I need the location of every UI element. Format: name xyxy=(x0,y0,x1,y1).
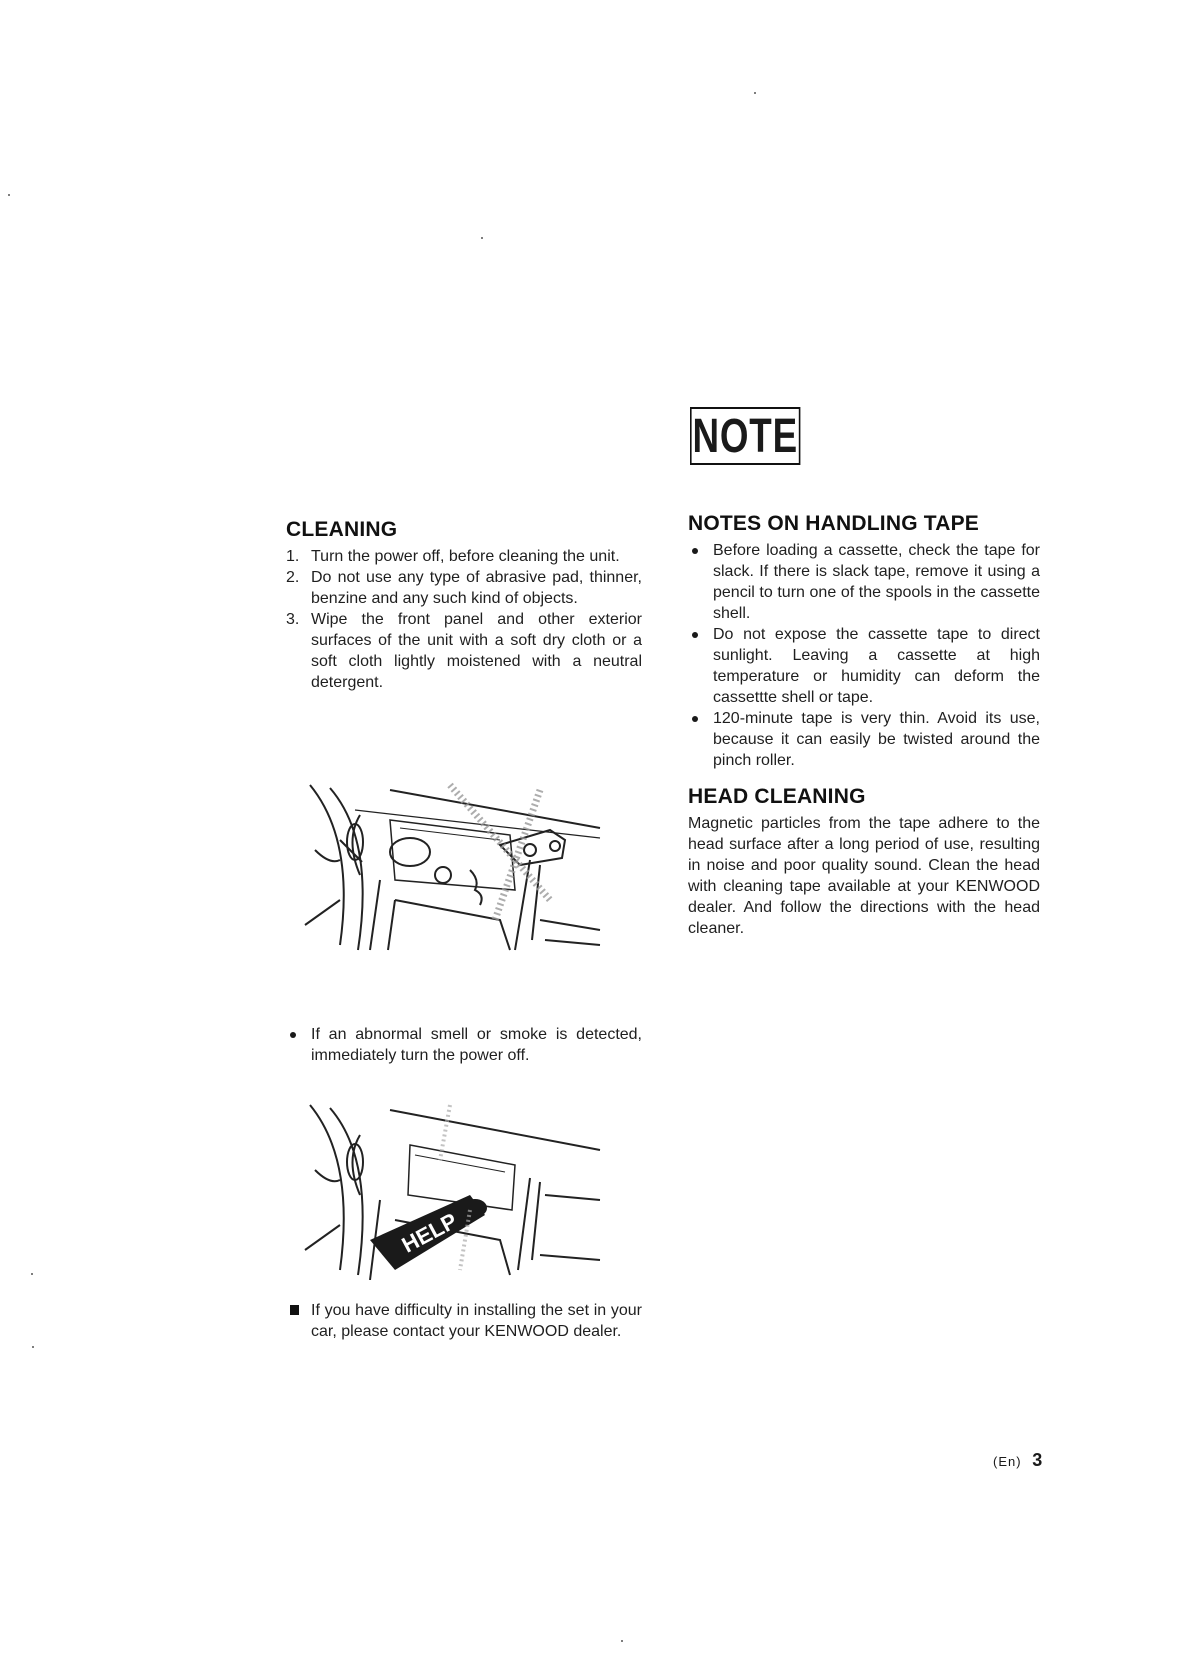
list-item: Do not expose the cassette tape to direct sunlight. Leaving a cassette at high temperature or humidity can deform the cassettte shell or tape. xyxy=(688,624,1040,708)
square-bullet-icon xyxy=(290,1305,299,1315)
list-item-text: Turn the power off, before cleaning the unit. xyxy=(311,548,620,565)
scan-speck xyxy=(754,92,756,94)
installation-note xyxy=(286,1300,642,1342)
abnormal-smell-note xyxy=(286,1024,642,1066)
tape-notes-section xyxy=(688,512,1040,939)
page-footer xyxy=(993,1450,1043,1471)
car-stereo-cleaning-illustration xyxy=(300,780,630,955)
tape-notes-list xyxy=(688,540,1040,771)
scan-speck xyxy=(621,1640,623,1642)
scan-speck xyxy=(31,1273,33,1275)
note-badge-label: NOTE xyxy=(692,407,798,463)
head-cleaning-heading: HEAD CLEANING xyxy=(688,785,866,808)
list-item: Before loading a cassette, check the tape for slack. If there is slack tape, remove it using a pencil to turn one of the spools in the cassette shell. xyxy=(688,540,1040,624)
head-cleaning-text: Magnetic particles from the tape adhere to the head surface after a long period of use, resulting in noise and poor quality sound. Clean the head with cleaning tape available at your KENWOOD dealer. And follow the directions with the head cleaner. xyxy=(688,815,1040,937)
list-item xyxy=(286,609,642,693)
scan-speck xyxy=(8,194,10,196)
installation-note-text: If you have difficulty in installing the set in your car, please contact your KENWOOD dealer. xyxy=(311,1302,642,1340)
language-code: (En) xyxy=(993,1454,1022,1469)
list-item-text: Do not use any type of abrasive pad, thinner, benzine and any such kind of objects. xyxy=(311,569,642,607)
help-illustration-svg xyxy=(300,1100,630,1280)
list-item-number: 2. xyxy=(286,569,300,586)
scan-speck xyxy=(32,1346,34,1348)
cleaning-list xyxy=(286,546,642,693)
list-item-number: 1. xyxy=(286,548,300,565)
note-badge xyxy=(690,407,800,465)
list-item xyxy=(286,567,642,609)
list-item: If an abnormal smell or smoke is detected, immediately turn the power off. xyxy=(286,1024,642,1066)
help-sign-text: HELP xyxy=(397,1208,462,1258)
car-stereo-help-illustration xyxy=(300,1100,630,1280)
cleaning-illustration-svg xyxy=(300,780,630,955)
list-item xyxy=(286,546,642,567)
cleaning-section xyxy=(286,518,642,693)
list-item-text: Wipe the front panel and other exterior surfaces of the unit with a soft dry cloth or a soft cloth lightly moistened with a neutral detergent. xyxy=(311,611,642,691)
page-number: 3 xyxy=(1032,1450,1044,1470)
notes-tape-heading: NOTES ON HANDLING TAPE xyxy=(688,512,980,535)
abnormal-list xyxy=(286,1024,642,1066)
scan-speck xyxy=(481,237,483,239)
list-item-number: 3. xyxy=(286,611,300,628)
list-item: 120-minute tape is very thin. Avoid its use, because it can easily be twisted around the pinch roller. xyxy=(688,708,1040,771)
cleaning-heading: CLEANING xyxy=(286,518,398,541)
